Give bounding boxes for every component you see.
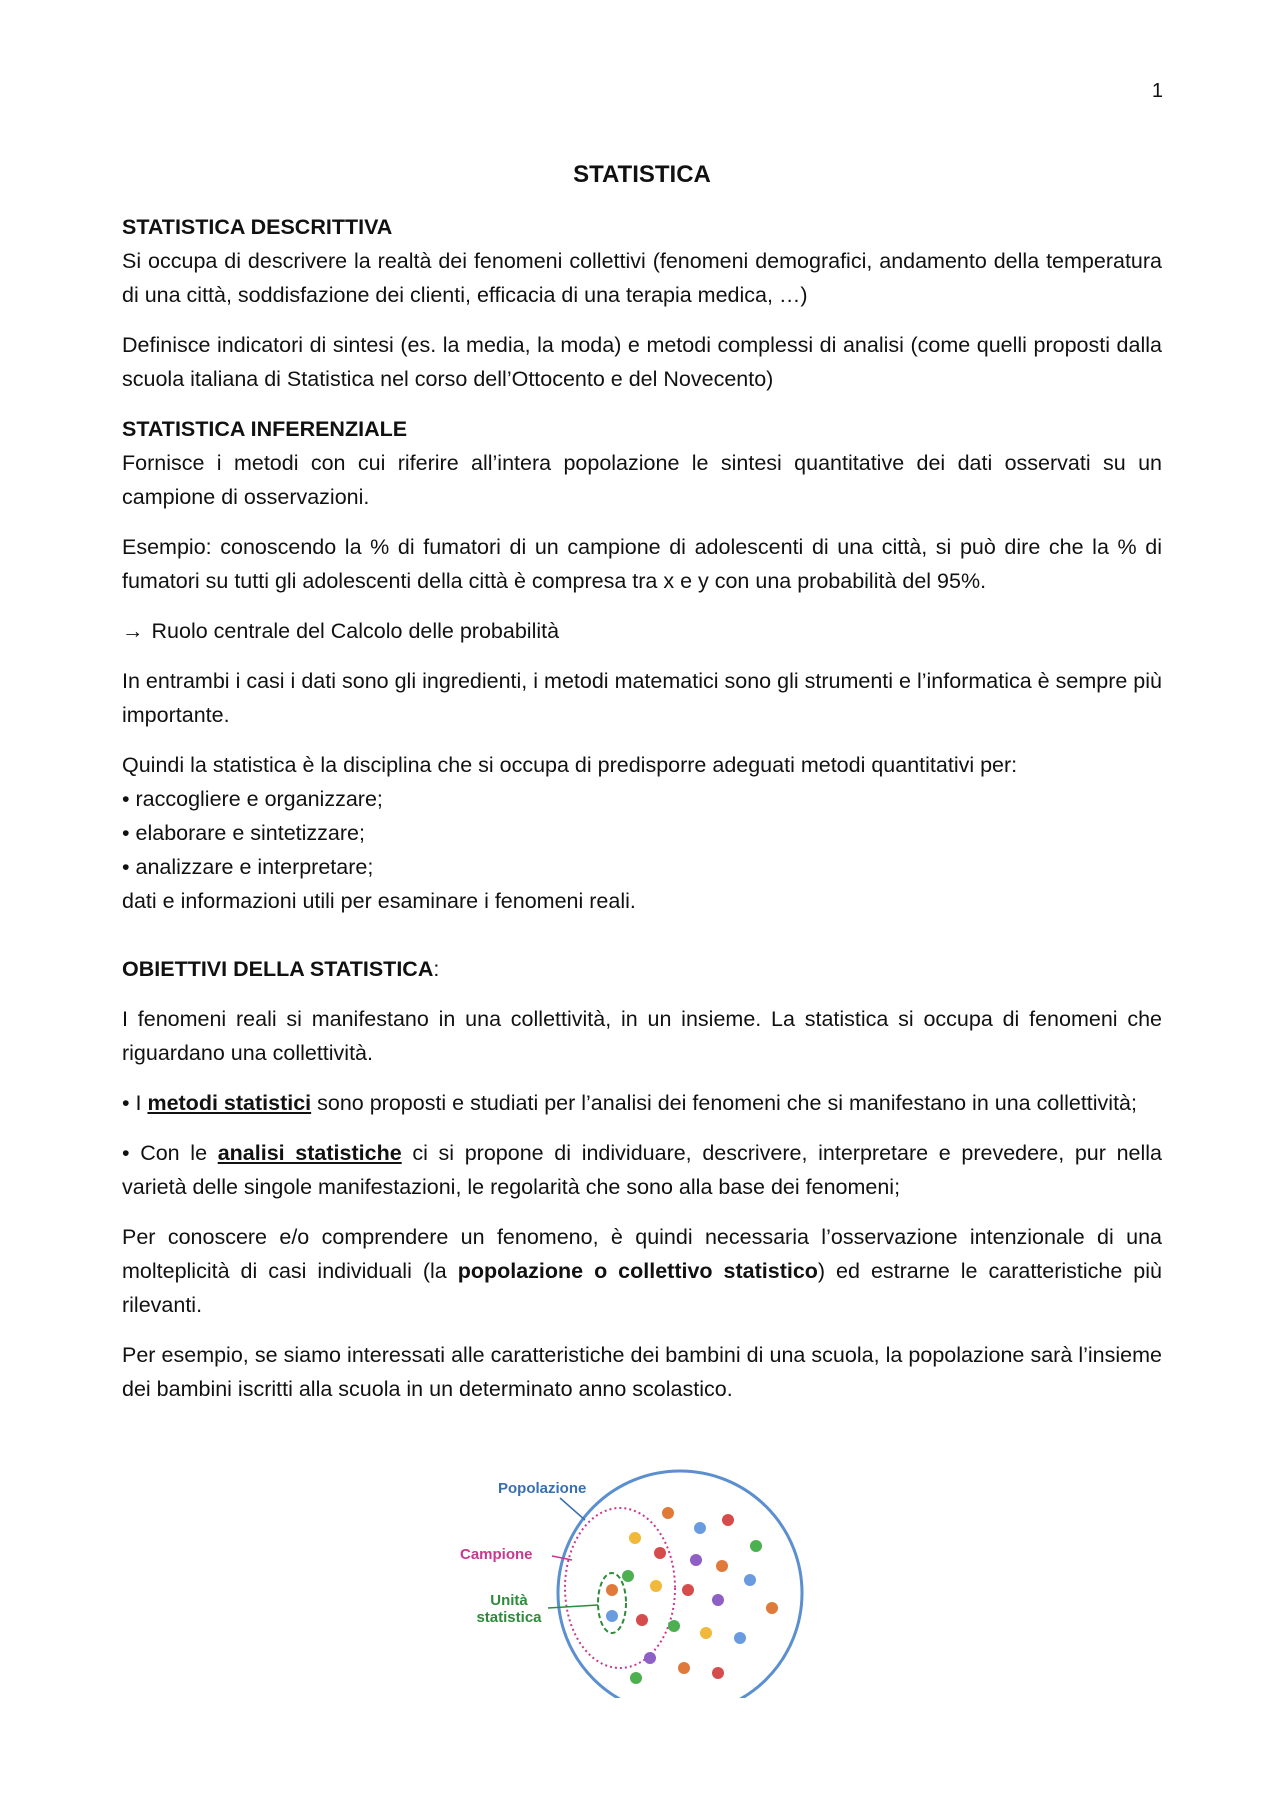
label-popolazione: Popolazione [498,1480,587,1497]
unit-pointer [548,1605,598,1608]
list-item: • raccogliere e organizzare; [122,787,383,811]
term-popolazione: popolazione o collettivo statistico [457,1259,818,1283]
document-title: STATISTICA [573,161,711,188]
paragraph-inferenziale-3: In entrambi i casi i dati sono gli ingredienti, i metodi matematici sono gli strumenti e l’informatica è sempre più importante. [122,669,1162,727]
heading-obiettivi-colon: : [433,957,440,981]
summary-outro: dati e informazioni utili per esaminare i fenomeni reali. [122,889,636,913]
label-campione: Campione [460,1546,533,1563]
summary-block [122,748,1162,918]
heading-obiettivi [122,952,1162,986]
population-sample-figure [460,1468,840,1698]
heading-obiettivi-text: OBIETTIVI DELLA STATISTICA [122,957,434,981]
summary-intro: Quindi la statistica è la disciplina che si occupa di predisporre adeguati metodi quantitativi per: [122,753,1018,777]
label-unita: Unità [490,1592,528,1609]
paragraph-esempio-scuola: Per esempio, se siamo interessati alle caratteristiche dei bambini di una scuola, la popolazione sarà l’insieme dei bambini iscritti alla scuola in un determinato anno scolastico. [122,1343,1162,1401]
population-diagram [460,1468,840,1698]
paragraph-descrittiva-1: Si occupa di descrivere la realtà dei fenomeni collettivi (fenomeni demografici, andamento della temperatura di una città, soddisfazione dei clienti, efficacia di una terapia medica, …) [122,249,1162,307]
bullet-text: ci si propone di individuare, descrivere, interpretare e prevedere, pur nella varietà delle singole manifestazioni, le regolarità che sono alla base dei fenomeni; [122,1141,1163,1199]
arrow-note [122,614,1162,648]
paragraph-descrittiva-2: Definisce indicatori di sintesi (es. la media, la moda) e metodi complessi di analisi (come quelli proposti dalla scuola italiana di Statistica nel corso dell’Ottocento e del Novecento) [122,333,1162,391]
bullet-analisi-statistiche [122,1136,1162,1204]
paragraph-popolazione [122,1220,1162,1322]
list-item: • elaborare e sintetizzare; [122,821,365,845]
paragraph-text: Per conoscere e/o comprendere un fenomeno, è quindi necessaria l’osservazione intenzionale di una molteplicità di casi individuali (la [122,1225,1162,1283]
paragraph-inferenziale-example: Esempio: conoscendo la % di fumatori di un campione di adolescenti di una città, si può dire che la % di fumatori su tutti gli adolescenti della città è compresa tra x e y con una probabilità del 95%. [122,535,1162,593]
bullet-text: sono proposti e studiati per l’analisi dei fenomeni che si manifestano in una collettività; [311,1091,1137,1115]
paragraph-obiettivi-1: I fenomeni reali si manifestano in una collettività, in un insieme. La statistica si occupa di fenomeni che riguardano una collettività. [122,1007,1162,1065]
arrow-right-icon: → [122,619,144,643]
paragraph-inferenziale-1: Fornisce i metodi con cui riferire all’intera popolazione le sintesi quantitative dei dati osservati su un campione di osservazioni. [122,451,1162,509]
list-item: • analizzare e interpretare; [122,855,374,879]
bullet-metodi-statistici [122,1086,1162,1120]
children-icons [606,1507,778,1684]
heading-statistica-descrittiva: STATISTICA DESCRITTIVA [122,215,393,239]
label-unita-statistica [474,1592,544,1626]
document-body [122,152,1162,1422]
term-metodi-statistici: metodi statistici [147,1091,312,1115]
page-number: 1 [1151,80,1163,102]
summary-list [122,782,1162,884]
bullet-prefix: • Con le [122,1141,218,1165]
heading-statistica-inferenziale: STATISTICA INFERENZIALE [122,417,408,441]
paragraph-text: ) ed estrarne le caratteristiche più rilevanti. [122,1259,1162,1317]
bullet-prefix: • I [122,1091,148,1115]
unit-ellipse [598,1573,626,1633]
term-analisi-statistiche: analisi statistiche [217,1141,402,1165]
arrow-note-text: Ruolo centrale del Calcolo delle probabilità [151,619,560,643]
population-pointer [560,1498,585,1520]
label-statistica: statistica [476,1609,542,1626]
